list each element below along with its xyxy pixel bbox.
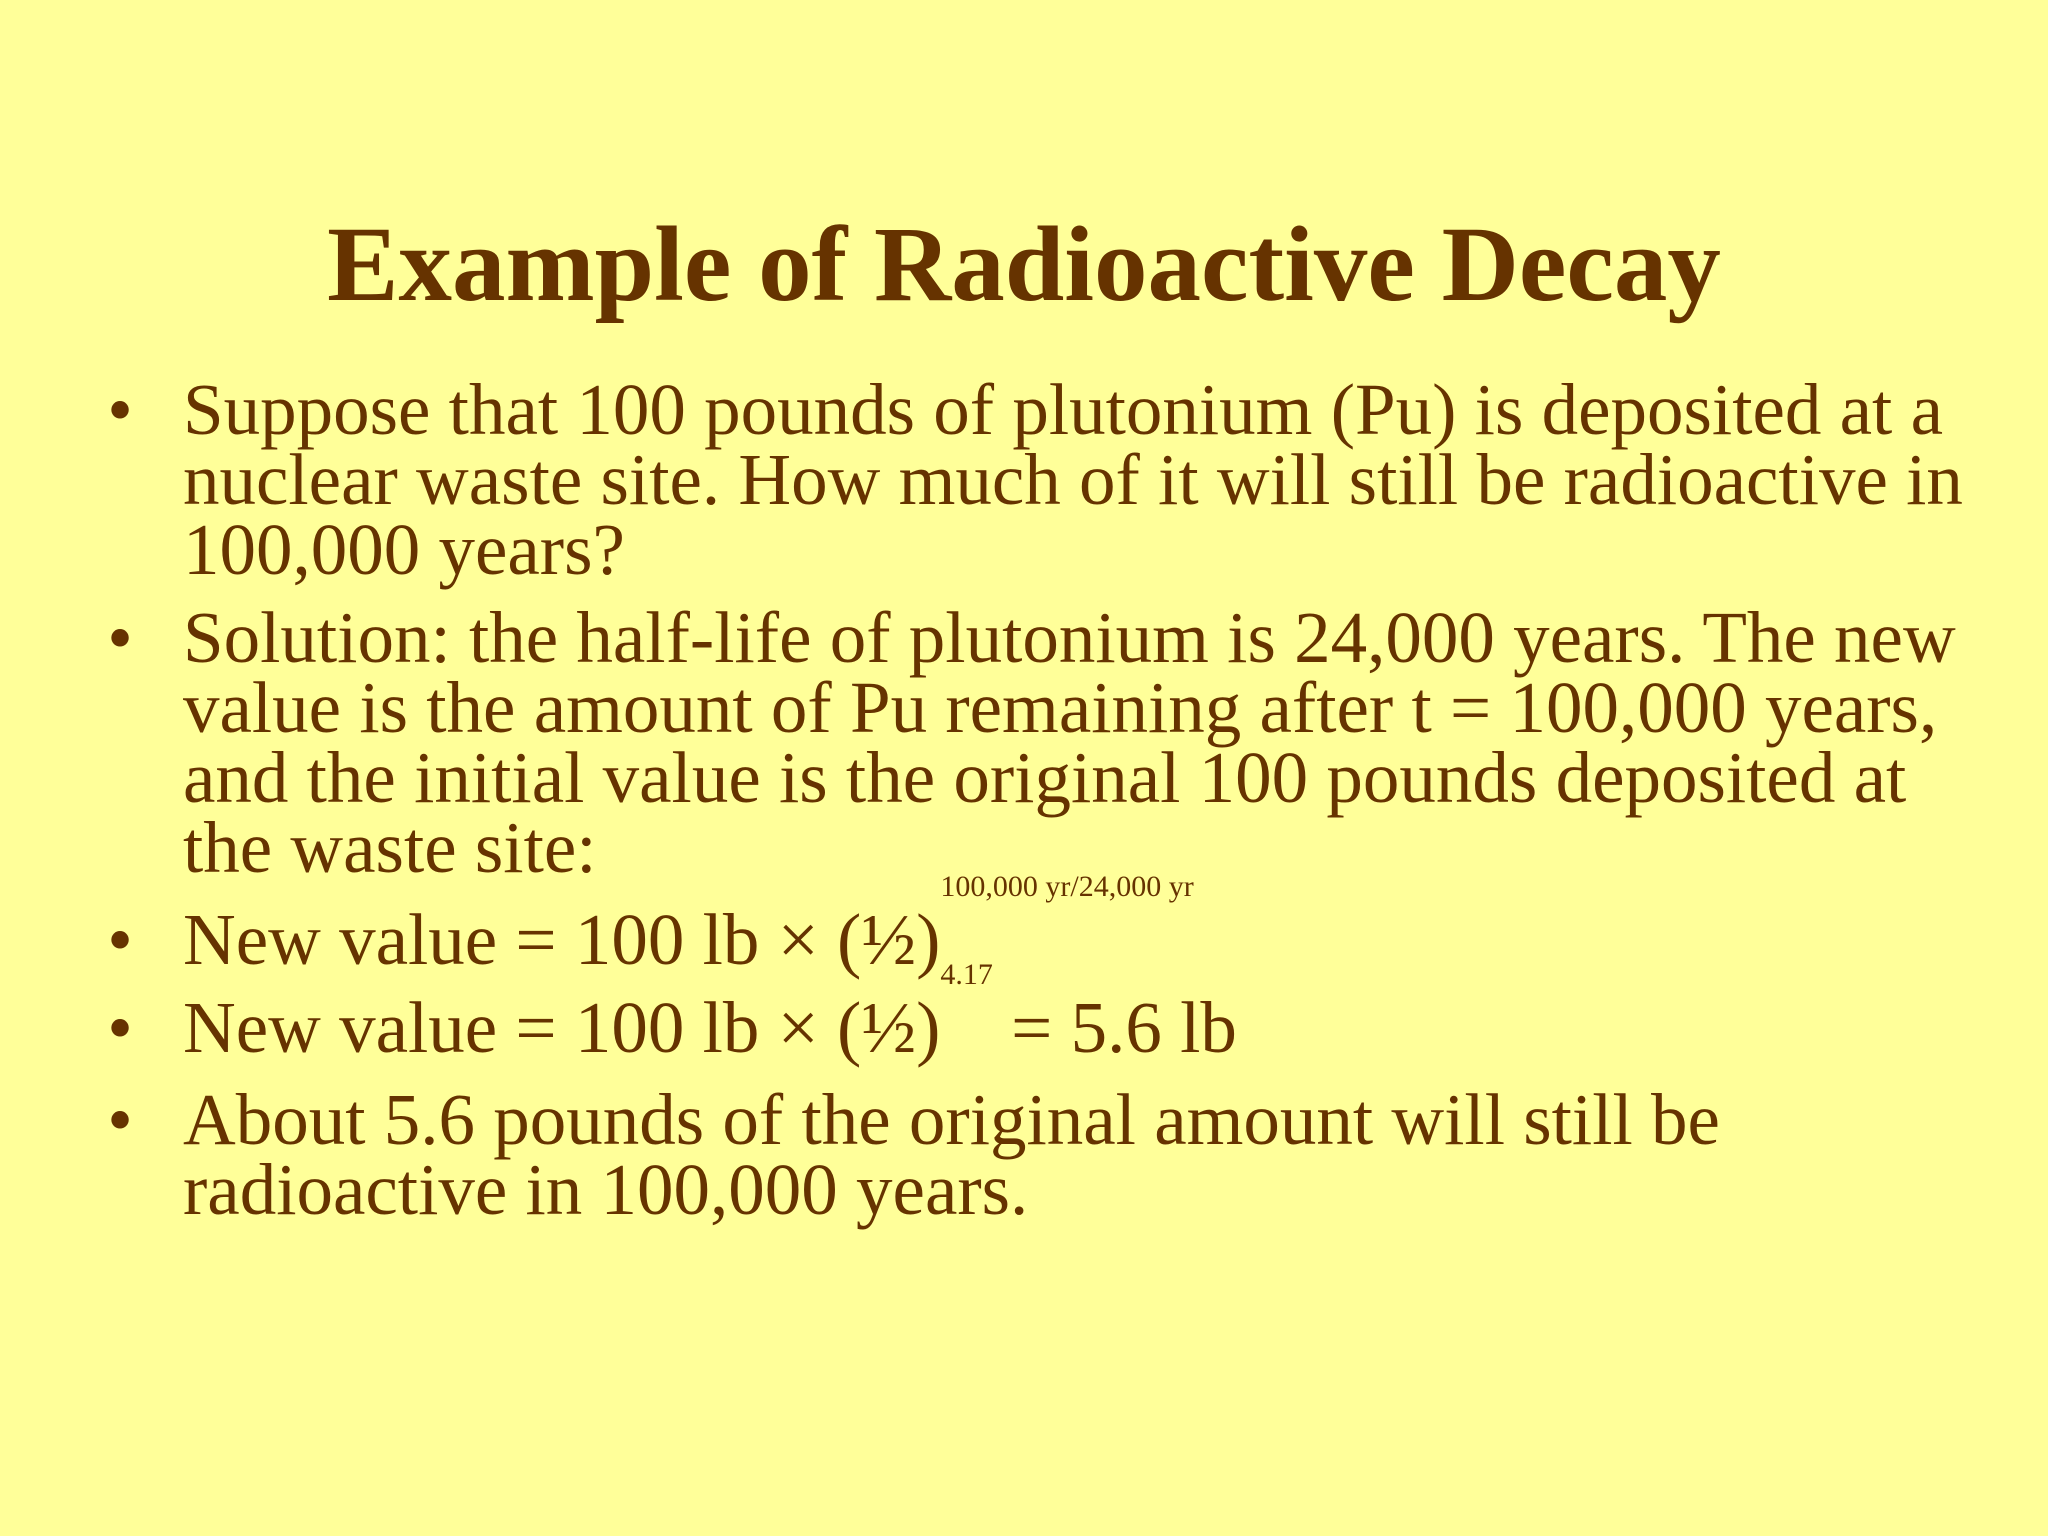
bullet-item-1 bbox=[100, 369, 1970, 590]
bullet-dot-icon: • bbox=[107, 899, 133, 980]
equation-base: New value = 100 lb × (½) bbox=[183, 899, 941, 980]
bullet-item-5 bbox=[100, 1079, 1970, 1230]
bullet-dot-icon: • bbox=[107, 987, 133, 1068]
equation-exponent: 100,000 yr/24,000 yr bbox=[940, 870, 1194, 903]
equation-base: New value = 100 lb × (½) bbox=[183, 987, 941, 1068]
bullet-text: About 5.6 pounds of the original amount will still be radioactive in 100,000 years. bbox=[183, 1079, 1720, 1230]
equation-result: = 5.6 lb bbox=[992, 987, 1237, 1068]
bullet-item-3 bbox=[100, 870, 1970, 980]
bullet-item-4 bbox=[100, 958, 1970, 1068]
bullet-text: Solution: the half-life of plutonium is 24,000 years. The new value is the amount of Pu remaining after t = 100,000 years, and the initial value is the original 100 pounds deposited at the waste site: bbox=[183, 597, 1956, 888]
bullet-list bbox=[100, 369, 1970, 1230]
bullet-dot-icon: • bbox=[107, 369, 133, 450]
slide-title: Example of Radioactive Decay bbox=[327, 206, 1721, 324]
bullet-text: Suppose that 100 pounds of plutonium (Pu) is deposited at a nuclear waste site. How much of it will still be radioactive in 100,000 years? bbox=[183, 369, 1963, 590]
bullet-dot-icon: • bbox=[107, 597, 133, 678]
equation-exponent: 4.17 bbox=[940, 958, 993, 991]
bullet-dot-icon: • bbox=[107, 1079, 133, 1160]
